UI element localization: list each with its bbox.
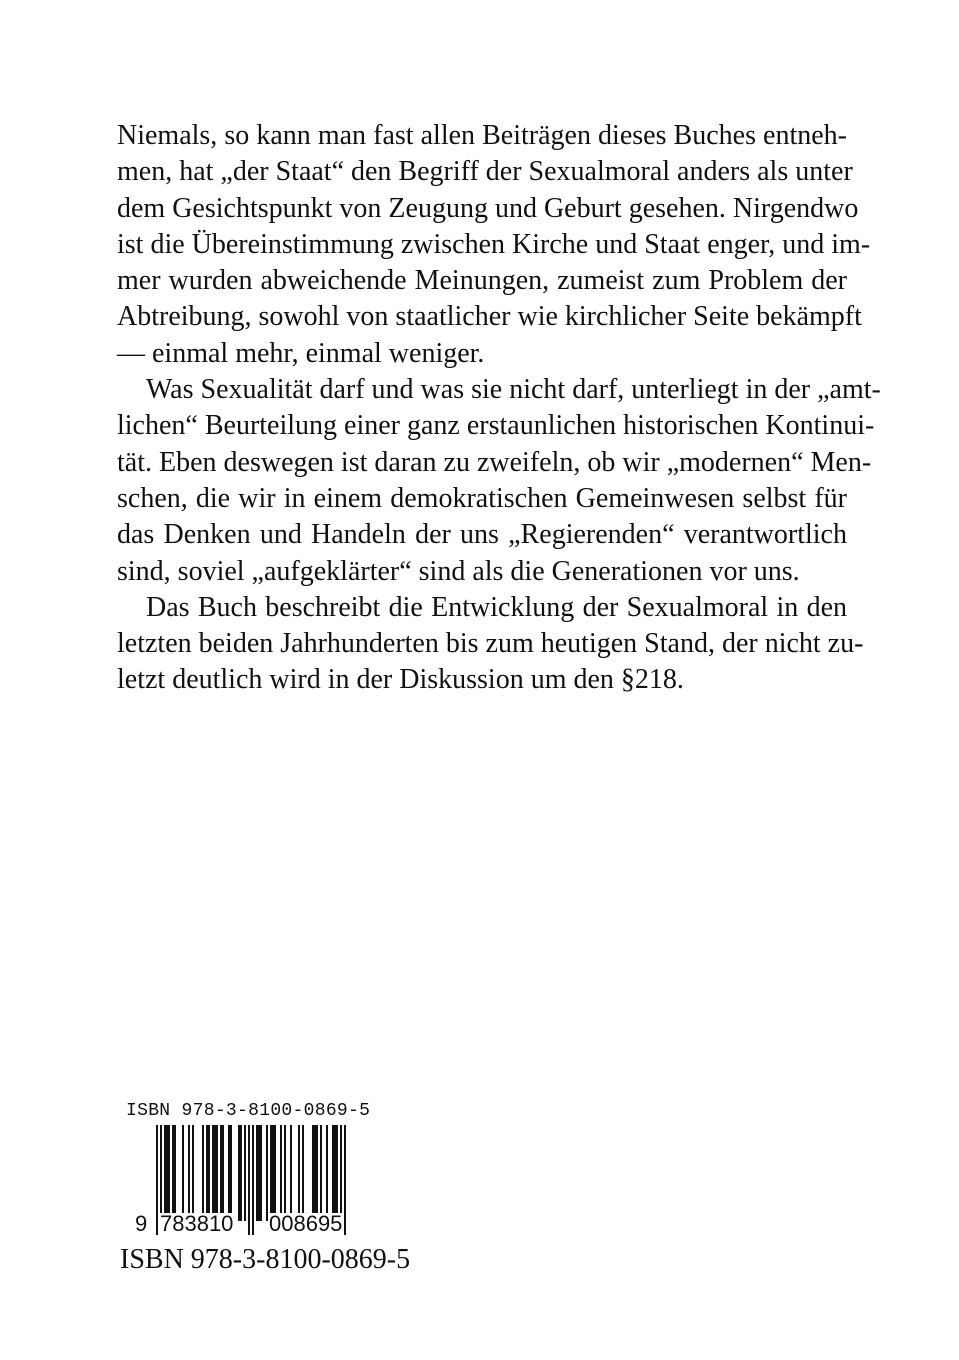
blurb-line: men, hat „der Staat“ den Begriff der Sexualmoral anders als unter bbox=[117, 156, 853, 188]
barcode-bar bbox=[238, 1125, 240, 1221]
barcode-bar bbox=[280, 1125, 282, 1221]
barcode-bar bbox=[228, 1125, 230, 1221]
blurb-line: Niemals, so kann man fast allen Beiträgen dieses Buches entneh- bbox=[117, 120, 847, 151]
barcode-bar bbox=[266, 1125, 268, 1221]
barcode-isbn-label: ISBN 978-3-8100-0869-5 bbox=[126, 1101, 371, 1121]
blurb-text bbox=[117, 118, 881, 699]
barcode-bar bbox=[336, 1125, 338, 1221]
barcode-bar bbox=[244, 1125, 246, 1221]
barcode-bar bbox=[220, 1125, 222, 1221]
barcode-bar bbox=[166, 1125, 168, 1221]
barcode-bar bbox=[222, 1125, 224, 1221]
barcode-bar bbox=[216, 1125, 218, 1221]
barcode-digit-first: 9 bbox=[135, 1211, 148, 1236]
blurb-line: Abtreibung, sowohl von staatlicher wie kirchlicher Seite bekämpft bbox=[117, 301, 862, 333]
barcode-bar bbox=[260, 1125, 262, 1221]
blurb-line: Das Buch beschreibt die Entwicklung der Sexualmoral in den bbox=[146, 591, 847, 623]
barcode-bar bbox=[214, 1125, 216, 1221]
barcode-bar bbox=[168, 1125, 170, 1221]
barcode-bar bbox=[164, 1125, 166, 1221]
blurb-line: — einmal mehr, einmal weniger. bbox=[117, 337, 485, 369]
blurb-line: mer wurden abweichende Meinungen, zumeist zum Problem der bbox=[117, 265, 847, 297]
barcode-bar bbox=[256, 1125, 258, 1221]
isbn-barcode bbox=[126, 1101, 371, 1236]
barcode-bar bbox=[332, 1125, 334, 1221]
barcode-bar bbox=[316, 1125, 318, 1221]
barcode-bar bbox=[156, 1125, 158, 1235]
barcode-bar bbox=[208, 1125, 210, 1221]
barcode-digits-right: 008695 bbox=[269, 1211, 343, 1236]
barcode-bar bbox=[206, 1125, 208, 1221]
blurb-line: letzten beiden Jahrhunderten bis zum heutigen Stand, der nicht zu- bbox=[117, 628, 864, 660]
blurb-line: tät. Eben deswegen ist daran zu zweifeln, ob wir „modernen“ Men- bbox=[117, 446, 872, 478]
barcode-bar bbox=[302, 1125, 304, 1221]
barcode-bar bbox=[192, 1125, 194, 1221]
blurb-line: schen, die wir in einem demokratischen Gemeinwesen selbst für bbox=[117, 482, 847, 514]
barcode-bar bbox=[284, 1125, 286, 1221]
blurb-line: lichen“ Beurteilung einer ganz erstaunlichen historischen Kontinui- bbox=[117, 410, 875, 442]
barcode-bar bbox=[334, 1125, 336, 1221]
blurb-line: ist die Übereinstimmung zwischen Kirche und Staat enger, und im- bbox=[117, 228, 871, 260]
barcode-bar bbox=[248, 1125, 250, 1235]
barcode-bar bbox=[182, 1125, 184, 1221]
barcode-bar bbox=[290, 1125, 292, 1221]
barcode-bar bbox=[298, 1125, 300, 1221]
barcode-bar bbox=[344, 1125, 346, 1235]
barcode-bar bbox=[230, 1125, 232, 1221]
barcode-bar bbox=[314, 1125, 316, 1221]
blurb-line: Was Sexualität darf und was sie nicht darf, unterliegt in der „amt- bbox=[146, 374, 881, 406]
barcode-bar bbox=[174, 1125, 176, 1221]
barcode-bar bbox=[172, 1125, 174, 1221]
barcode-bar bbox=[252, 1125, 254, 1235]
barcode-bar bbox=[212, 1125, 214, 1221]
barcode-bar bbox=[312, 1125, 314, 1221]
barcode-bar bbox=[188, 1125, 190, 1221]
barcode-bar bbox=[326, 1125, 328, 1221]
isbn-text: ISBN 978-3-8100-0869-5 bbox=[120, 1244, 411, 1275]
barcode-bar bbox=[272, 1125, 274, 1221]
barcode-bar bbox=[258, 1125, 260, 1221]
barcode-bar bbox=[274, 1125, 276, 1221]
blurb-line: das Denken und Handeln der uns „Regierenden“ verantwortlich bbox=[117, 519, 847, 551]
blurb-line: dem Gesichtspunkt von Zeugung und Geburt gesehen. Nirgendwo bbox=[117, 192, 859, 224]
blurb-line: letzt deutlich wird in der Diskussion um den §218. bbox=[117, 664, 684, 696]
barcode-bar bbox=[240, 1125, 242, 1221]
blurb-line: sind, soviel „aufgeklärter“ sind als die Generationen vor uns. bbox=[117, 555, 800, 587]
barcode-bar bbox=[320, 1125, 322, 1221]
barcode-bar bbox=[202, 1125, 204, 1221]
barcode-digits-left: 783810 bbox=[160, 1211, 234, 1236]
barcode-bar bbox=[270, 1125, 272, 1221]
